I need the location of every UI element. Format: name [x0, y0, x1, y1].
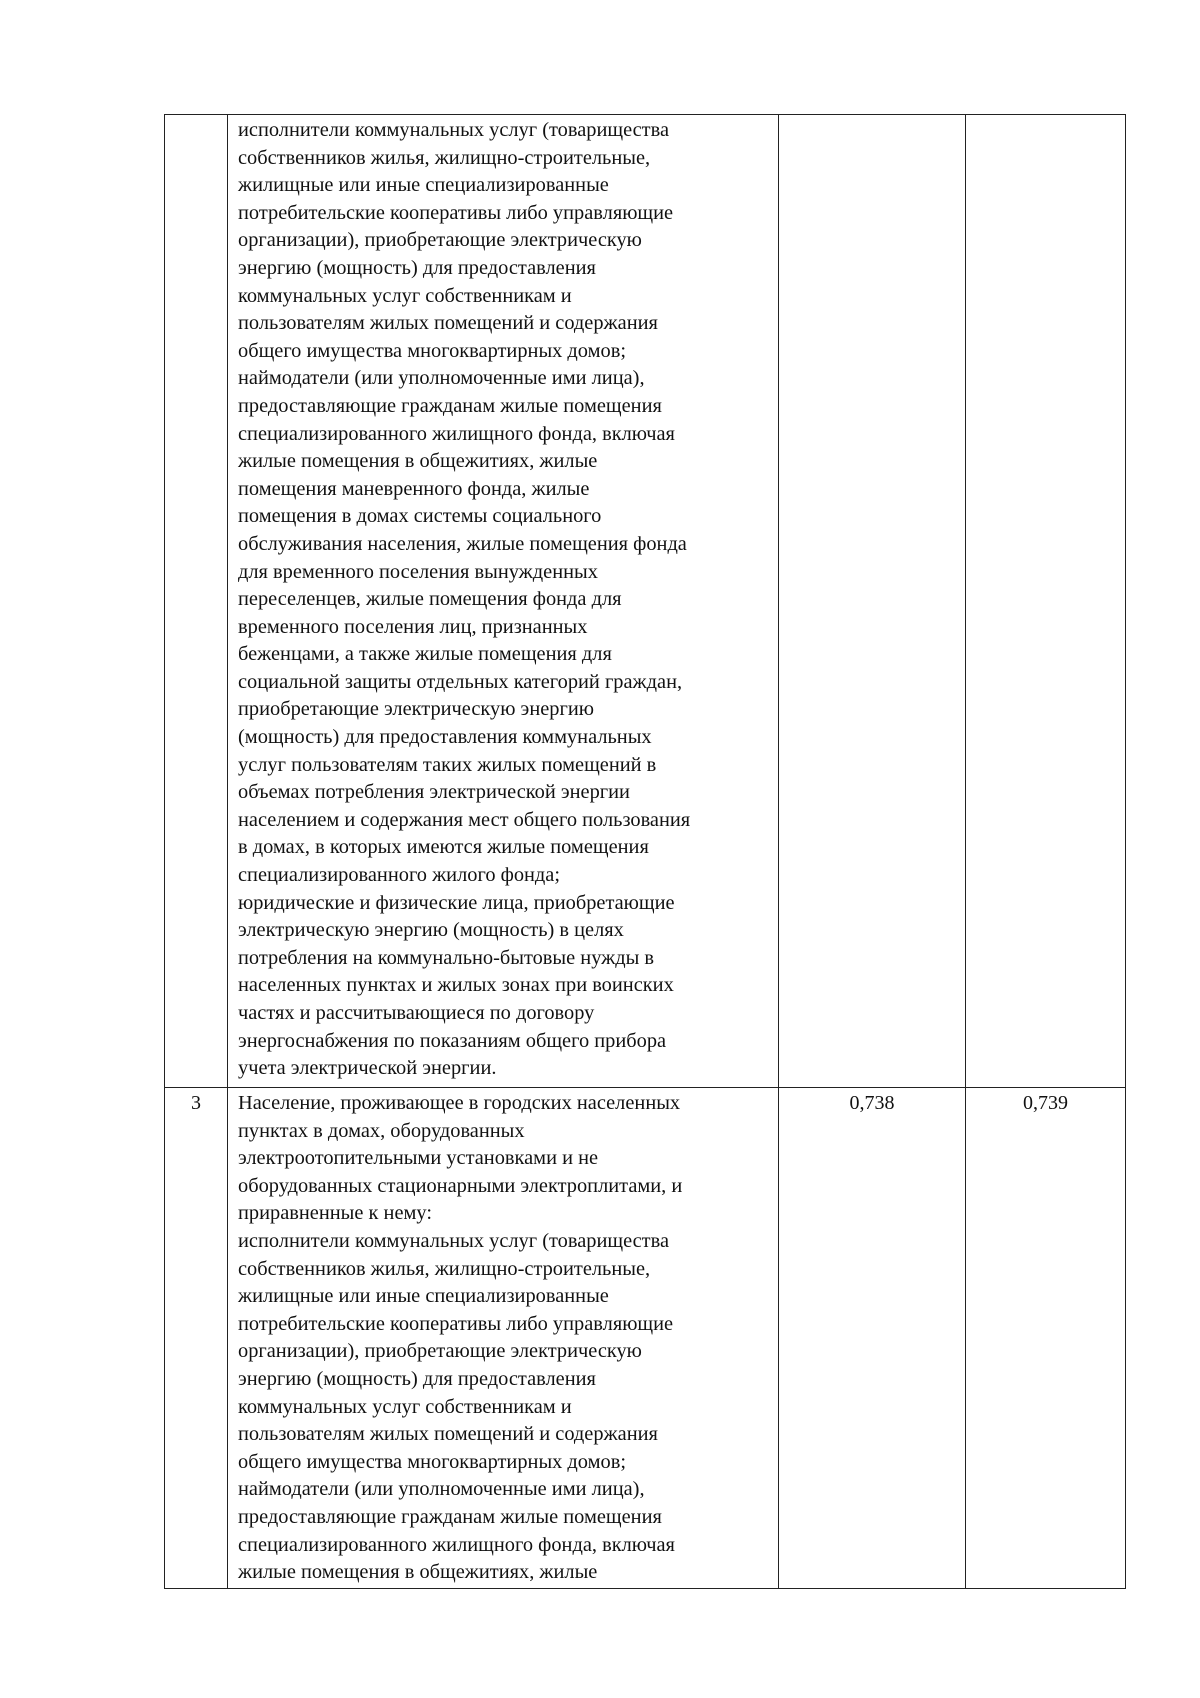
- text-line: энергию (мощность) для предоставления: [238, 1367, 596, 1390]
- text-line: временного поселения лиц, признанных: [238, 615, 588, 638]
- text-line: частях и рассчитывающиеся по договору: [238, 1002, 595, 1024]
- text-line: населенных пунктах и жилых зонах при воинских: [238, 974, 674, 997]
- text-line: беженцами, а также жилые помещения для: [238, 643, 612, 666]
- text-line: социальной защиты отдельных категорий граждан,: [238, 670, 683, 693]
- text-line: (мощность) для предоставления коммунальных: [238, 726, 652, 749]
- text-line: услуг пользователям таких жилых помещений в: [238, 753, 657, 776]
- text-line: для временного поселения вынужденных: [238, 560, 598, 583]
- value-cell-2: [966, 115, 1126, 1088]
- text-line: специализированного жилищного фонда, включая: [238, 422, 675, 445]
- text-line: предоставляющие гражданам жилые помещения: [238, 1505, 662, 1528]
- text-line: юридические и физические лица, приобретающие: [238, 891, 675, 914]
- text-line: наймодатели (или уполномоченные ими лица),: [238, 1478, 645, 1501]
- description-cell: [228, 115, 779, 1088]
- text-line: населением и содержания мест общего пользования: [238, 808, 691, 831]
- text-line: в домах, в которых имеются жилые помещения: [238, 836, 649, 859]
- text-line: организации), приобретающие электрическую: [238, 229, 642, 252]
- text-line: помещения в домах системы социального: [238, 505, 602, 528]
- text-line: общего имущества многоквартирных домов;: [238, 1450, 627, 1473]
- table-row: [165, 1088, 1126, 1589]
- row-number-cell: [165, 115, 228, 1088]
- text-line: переселенцев, жилые помещения фонда для: [238, 588, 622, 611]
- text-line: исполнители коммунальных услуг (товарищества: [238, 119, 670, 141]
- text-line: собственников жилья, жилищно-строительные,: [238, 1257, 651, 1280]
- text-line: оборудованных стационарными электроплитами, и: [238, 1174, 683, 1197]
- value-cell-2: 0,739: [966, 1088, 1126, 1589]
- text-line: энергоснабжения по показаниям общего прибора: [238, 1029, 667, 1052]
- text-line: обслуживания населения, жилые помещения фонда: [238, 532, 687, 555]
- text-line: объемах потребления электрической энергии: [238, 781, 630, 804]
- text-line: приравненные к нему:: [238, 1202, 432, 1225]
- text-line: энергию (мощность) для предоставления: [238, 256, 596, 279]
- text-line: организации), приобретающие электрическую: [238, 1340, 642, 1363]
- text-line: приобретающие электрическую энергию: [238, 698, 594, 721]
- text-line: общего имущества многоквартирных домов;: [238, 339, 627, 362]
- text-line: пользователям жилых помещений и содержания: [238, 1423, 658, 1446]
- value-cell-1: [779, 115, 966, 1088]
- text-line: жилищные или иные специализированные: [238, 174, 609, 197]
- text-line: предоставляющие гражданам жилые помещения: [238, 394, 662, 417]
- text-line: исполнители коммунальных услуг (товарищества: [238, 1229, 670, 1252]
- table-row: [165, 115, 1126, 1088]
- text-line: жилые помещения в общежитиях, жилые: [238, 1561, 598, 1584]
- text-line: собственников жилья, жилищно-строительные,: [238, 146, 651, 169]
- text-line: Население, проживающее в городских населенных: [238, 1092, 681, 1114]
- text-line: потребительские кооперативы либо управляющие: [238, 201, 674, 224]
- text-line: потребительские кооперативы либо управляющие: [238, 1312, 674, 1335]
- text-line: пунктах в домах, оборудованных: [238, 1119, 525, 1142]
- text-line: коммунальных услуг собственникам и: [238, 284, 572, 307]
- text-line: коммунальных услуг собственникам и: [238, 1395, 572, 1418]
- text-line: помещения маневренного фонда, жилые: [238, 477, 590, 500]
- tariff-table: [164, 114, 1126, 1589]
- text-line: жилищные или иные специализированные: [238, 1285, 609, 1308]
- value-cell-1: 0,738: [779, 1088, 966, 1589]
- row-number-cell: 3: [165, 1088, 228, 1589]
- text-line: учета электрической энергии.: [238, 1057, 497, 1080]
- text-line: электроотопительными установками и не: [238, 1147, 599, 1170]
- text-line: пользователям жилых помещений и содержания: [238, 312, 658, 335]
- text-line: специализированного жилого фонда;: [238, 864, 561, 887]
- description-cell: [228, 1088, 779, 1589]
- text-line: жилые помещения в общежитиях, жилые: [238, 450, 598, 473]
- text-line: наймодатели (или уполномоченные ими лица),: [238, 367, 645, 390]
- text-line: электрическую энергию (мощность) в целях: [238, 919, 624, 942]
- text-line: специализированного жилищного фонда, включая: [238, 1533, 675, 1556]
- text-line: потребления на коммунально-бытовые нужды в: [238, 946, 655, 969]
